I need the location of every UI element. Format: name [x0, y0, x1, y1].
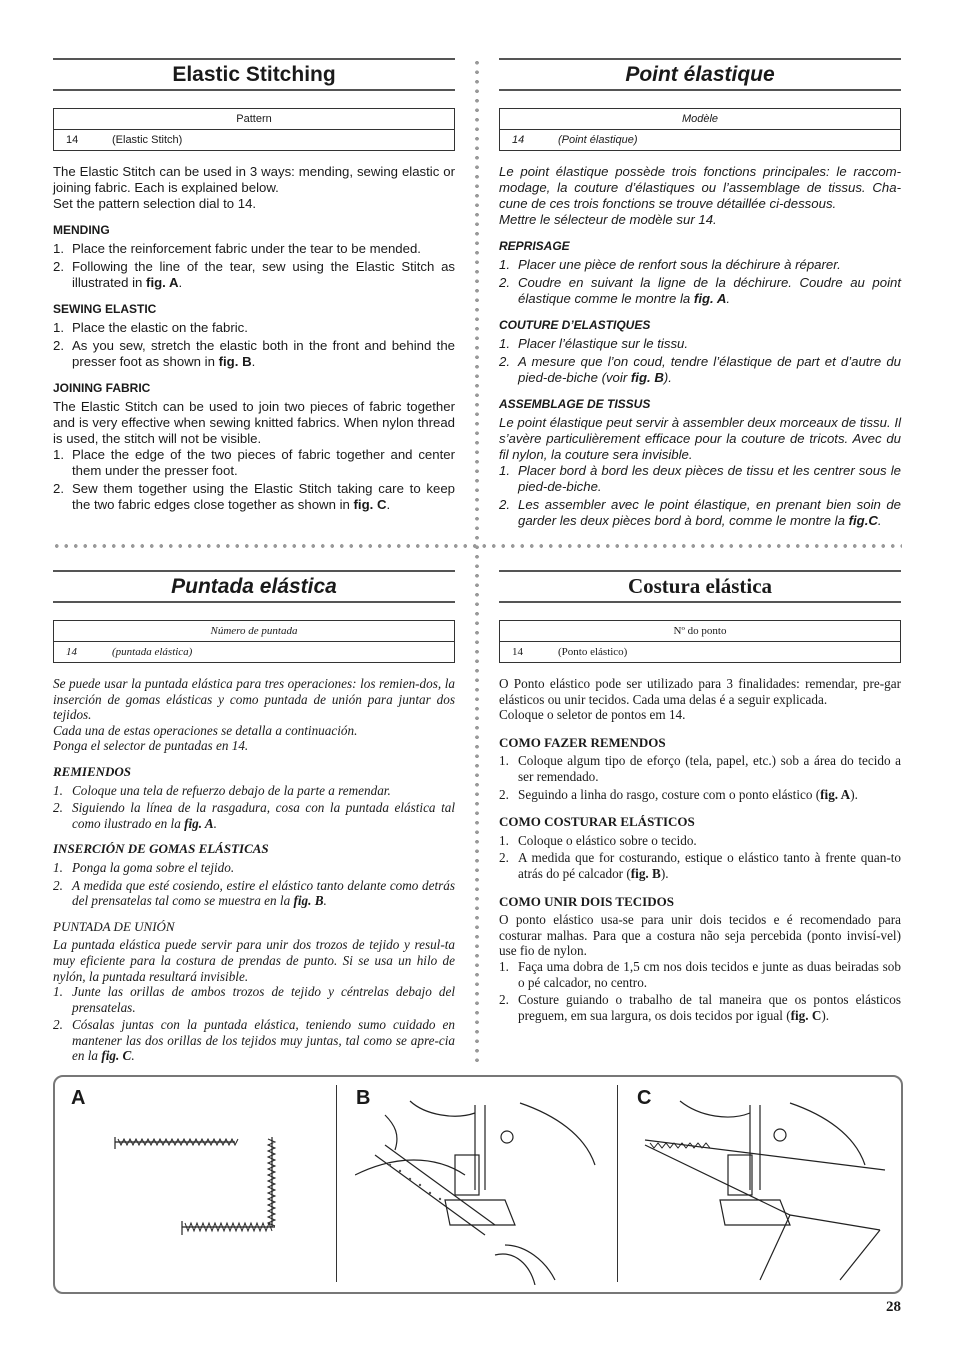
- list-item: 2. Following the line of the tear, sew using the Elastic Stitch as illustrated in fig. A.: [53, 259, 455, 290]
- pattern-table: [499, 108, 901, 151]
- pattern-table: [53, 620, 455, 663]
- list-item: 1. Coloque algum tipo de eforço (tela, papel, etc.) sob a área do tecido a ser remendado.: [499, 753, 901, 784]
- subheading-mending: REPRISAGE: [499, 239, 570, 253]
- table-header: Número de puntada: [54, 621, 454, 642]
- figure-b-label: B: [356, 1087, 371, 1109]
- subheading-mending: COMO FAZER REMENDOS: [499, 734, 666, 750]
- list-item: 2. Coudre en suivant la ligne de la déchirure. Coudre au point élastique comme le montre la fig. A.: [499, 275, 901, 306]
- section-title: Elastic Stitching: [53, 58, 455, 91]
- figure-a-label: A: [71, 1087, 86, 1109]
- page-number: 28: [886, 1299, 901, 1315]
- intro-text-2: Mettre le sélecteur de modèle sur 14.: [499, 212, 717, 227]
- vertical-dotted-divider: [475, 58, 479, 1068]
- subheading-sewing-elastic: COMO COSTURAR ELÁSTICOS: [499, 814, 695, 830]
- table-row: [500, 130, 900, 150]
- intro-text-2: Set the pattern selection dial to 14.: [53, 196, 257, 211]
- joining-steps: [499, 959, 901, 1023]
- joining-intro: La puntada elástica puede servir para unir dos trozos de tejido y resul-ta muy eficiente para la costura de prendas de punto. Si se usa un hilo de nylón, la puntada resultará invisible.: [53, 937, 455, 984]
- subheading-mending: REMIENDOS: [53, 763, 132, 779]
- elastic-stitch-diagram: [110, 1127, 290, 1247]
- figure-divider: [617, 1085, 618, 1282]
- table-row: [54, 642, 454, 662]
- subheading-joining-fabric: JOINING FABRIC: [53, 381, 151, 395]
- intro-text-2: Cada una de estas operaciones se detalla a continuación.: [53, 722, 358, 738]
- table-row: [54, 130, 454, 150]
- pattern-name: (Elastic Stitch): [112, 134, 183, 146]
- figure-c-label: C: [637, 1087, 652, 1109]
- pattern-name: (Ponto elástico): [558, 646, 628, 658]
- subheading-sewing-elastic: INSERCIÓN DE GOMAS ELÁSTICAS: [53, 841, 269, 857]
- horizontal-dotted-divider: [52, 543, 902, 549]
- pattern-number: 14: [512, 134, 525, 146]
- list-item: 2. As you sew, stretch the elastic both in the front and behind the presser foot as shown in fig. B.: [53, 338, 455, 369]
- joining-steps: [499, 463, 901, 529]
- section-portuguese: [499, 570, 901, 1025]
- subheading-mending: MENDING: [53, 223, 110, 237]
- pattern-number: 14: [66, 134, 79, 146]
- pattern-table: [499, 620, 901, 663]
- list-item: 2. Costure guiando o trabalho de tal maneira que os pontos elásticos preguem, em sua largura, os dois tecidos por igual (fig. C).: [499, 992, 901, 1023]
- mending-steps: [53, 783, 455, 832]
- list-item: 1. Place the elastic on the fabric.: [53, 320, 248, 335]
- pattern-name: (puntada elástica): [112, 646, 193, 658]
- pattern-table: [53, 108, 455, 151]
- intro-text: O Ponto elástico pode ser utilizado para 3 finalidades: remendar, pre-gar elásticos ou unir tecidos. Cada uma delas é a seguir explicada.: [499, 676, 901, 707]
- list-item: 1. Place the edge of the two pieces of fabric together and center them under the presser foot.: [53, 447, 455, 478]
- list-item: 1. Placer bord à bord les deux pièces de tissu et les centrer sous le pied-de-biche.: [499, 463, 901, 494]
- mending-steps: [53, 241, 455, 291]
- list-item: 1. Place the reinforcement fabric under the tear to be mended.: [53, 241, 421, 256]
- subheading-sewing-elastic: SEWING ELASTIC: [53, 302, 157, 316]
- intro-text: Le point élastique possède trois fonctions principales: le raccom-modage, la couture d’élastiques ou l’assemblage de tissus. Cha-cune de ces trois fonctions se trouve détaillée ci-dessous.: [499, 164, 901, 211]
- subheading-sewing-elastic: COUTURE D’ELASTIQUES: [499, 318, 651, 332]
- intro-text: The Elastic Stitch can be used in 3 ways: mending, sewing elastic or joining fabric. Each is explained below.: [53, 164, 455, 195]
- mending-steps: [499, 753, 901, 802]
- list-item: 2. A mesure que l’on coud, tendre l’élastique de part et d’autre du pied-de-biche (voir fig. B).: [499, 354, 901, 385]
- section-spanish: [53, 570, 455, 1066]
- table-header: Nº do ponto: [500, 621, 900, 642]
- section-title: Point élastique: [499, 58, 901, 91]
- list-item: 1. Placer l’élastique sur le tissu.: [499, 336, 689, 351]
- sewing-elastic-illustration: [355, 1095, 615, 1285]
- section-french: [499, 58, 901, 531]
- subheading-joining-fabric: PUNTADA DE UNIÓN: [53, 918, 175, 934]
- list-item: 2. Cósalas juntas con la puntada elástica, teniendo sumo cuidado en mantener las dos orillas de los tejidos muy juntas, tal como se apre-cia en la fig. C.: [53, 1017, 455, 1064]
- section-title: Costura elástica: [499, 570, 901, 603]
- list-item: 2. Les assembler avec le point élastique, en prenant bien soin de garder les deux pièces bord à bord, comme le montre la fig.C.: [499, 497, 901, 528]
- joining-intro: O ponto elástico usa-se para unir dois tecidos e é recomendado para costurar malhas. Para que a costura não seja percebida (ponto invisí-vel) use fio de nylon.: [499, 912, 901, 959]
- table-row: [500, 642, 900, 662]
- list-item: 1. Coloque o elástico sobre o tecido.: [499, 832, 697, 848]
- joining-steps: [53, 984, 455, 1064]
- list-item: 1. Faça uma dobra de 1,5 cm nos dois tecidos e junte as duas beiradas sob o pé calcador, no centro.: [499, 958, 901, 990]
- list-item: 2. A medida que for costurando, estique o elástico tanto à frente quan-to atrás do pé calcador (fig. B).: [499, 850, 901, 881]
- joining-steps: [53, 447, 455, 513]
- intro-text-3: Ponga el selector de puntadas en 14.: [53, 738, 249, 754]
- list-item: 2. A medida que esté cosiendo, estire el elástico tanto delante como detrás del prensatelas tal como se muestra en la fig. B.: [53, 877, 455, 909]
- table-header: Modèle: [500, 109, 900, 130]
- pattern-number: 14: [66, 646, 77, 658]
- sewing-elastic-steps: [499, 336, 901, 386]
- list-item: 1. Ponga la goma sobre el tejido.: [53, 859, 235, 875]
- list-item: 1. Junte las orillas de ambos trozos de tejido y céntrelas debajo del prensatelas.: [53, 984, 455, 1015]
- section-title: Puntada elástica: [53, 570, 455, 603]
- list-item: 1. Placer une pièce de renfort sous la déchirure à réparer.: [499, 257, 841, 272]
- section-english: [53, 58, 455, 515]
- table-header: Pattern: [54, 109, 454, 130]
- list-item: 2. Siguiendo la línea de la rasgadura, cosa con la puntada elástica tal como ilustrado en la fig. A.: [53, 800, 455, 831]
- subheading-joining-fabric: COMO UNIR DOIS TECIDOS: [499, 893, 674, 909]
- sewing-elastic-steps: [499, 833, 901, 882]
- joining-intro: Le point élastique peut servir à assembler deux morceaux de tissu. Il s’avère particulièrement efficace pour la couture de tricots. Avec du fil nylon, la couture sera invisible.: [499, 415, 901, 462]
- sewing-elastic-steps: [53, 320, 455, 370]
- list-item: 1. Coloque una tela de refuerzo debajo de la parte a remendar.: [53, 782, 391, 798]
- figure-divider: [336, 1085, 337, 1282]
- joining-intro: The Elastic Stitch can be used to join two pieces of fabric together and is very effective when sewing knitted fabrics. When nylon thread is used, the stitch will not be visible.: [53, 399, 455, 446]
- list-item: 2. Seguindo a linha do rasgo, costure com o ponto elástico (fig. A).: [499, 786, 858, 802]
- pattern-name: (Point élastique): [558, 134, 638, 146]
- pattern-number: 14: [512, 646, 523, 658]
- mending-steps: [499, 257, 901, 307]
- sewing-elastic-steps: [53, 860, 455, 909]
- figures-panel: [53, 1075, 903, 1294]
- subheading-joining-fabric: ASSEMBLAGE DE TISSUS: [499, 397, 651, 411]
- list-item: 2. Sew them together using the Elastic Stitch taking care to keep the two fabric edges close together as shown in fig. C.: [53, 481, 455, 512]
- joining-fabric-illustration: [640, 1095, 895, 1285]
- intro-text: Se puede usar la puntada elástica para tres operaciones: los remien-dos, la inserción de gomas elásticas y como puntada de unión para juntar dos tejidos.: [53, 676, 455, 723]
- intro-text-2: Coloque o seletor de pontos em 14.: [499, 707, 686, 723]
